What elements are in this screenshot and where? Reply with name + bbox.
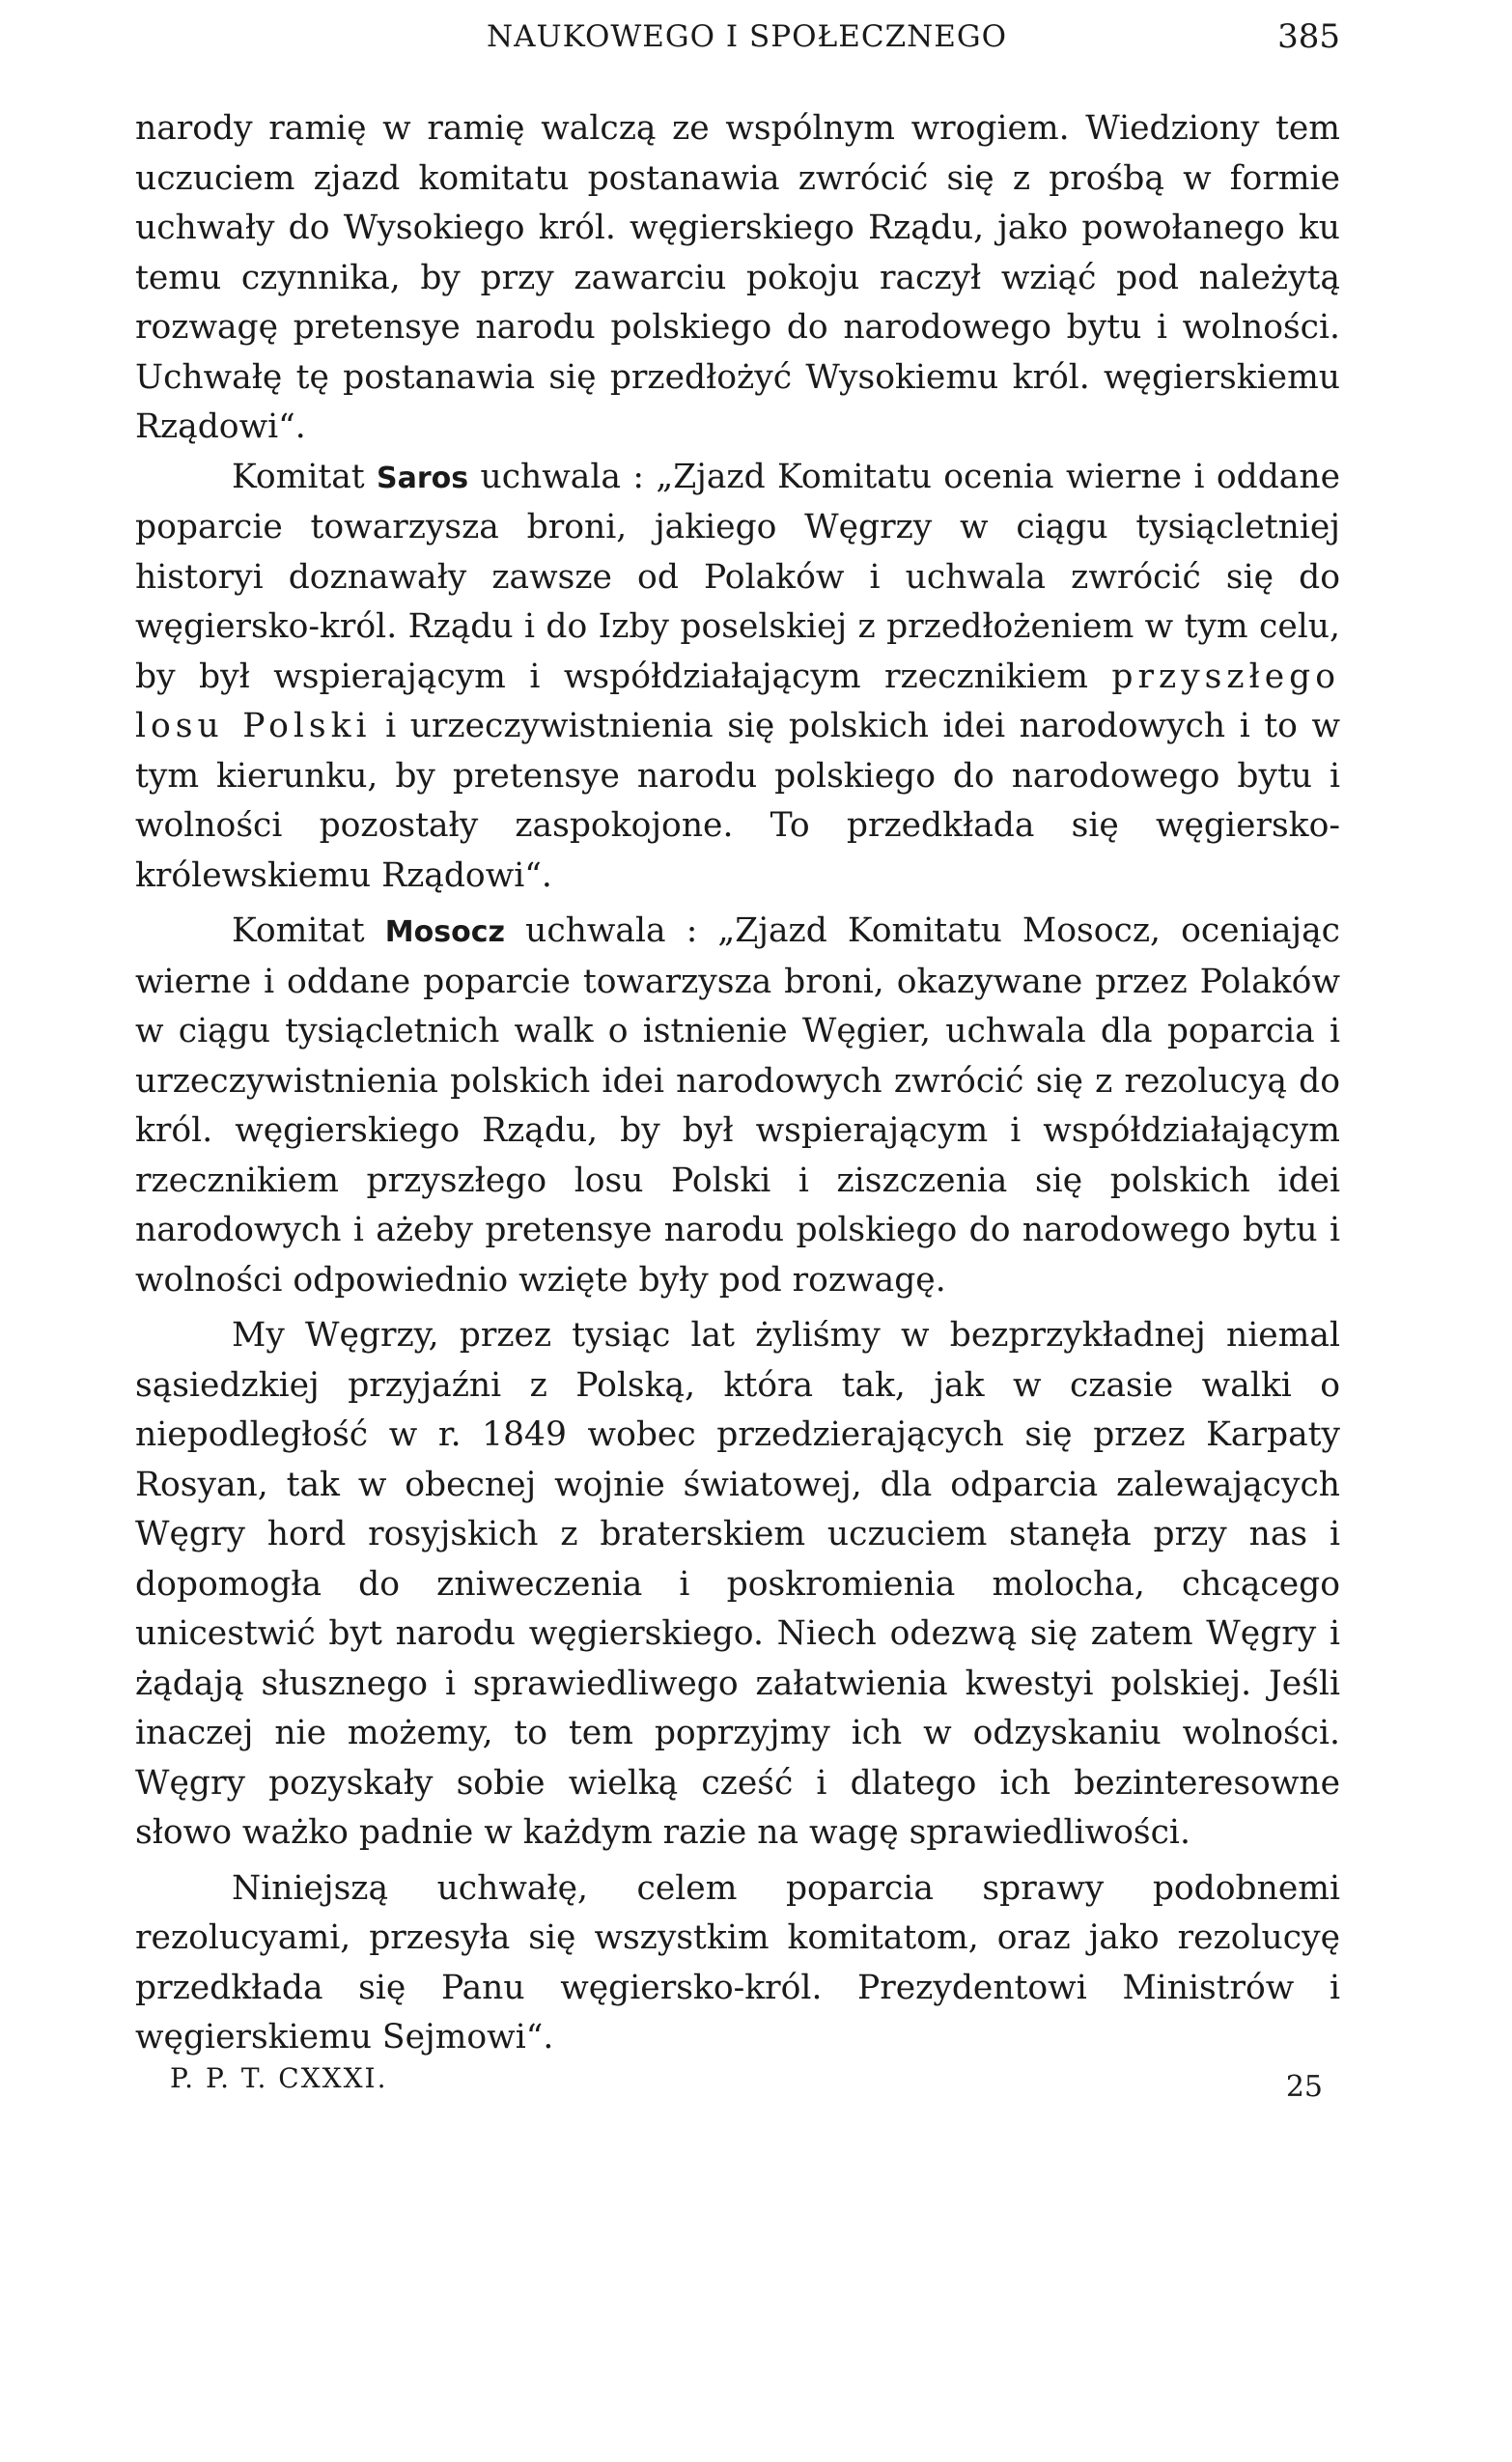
paragraph-text: uchwala : „Zjazd Komitatu Mosocz, oceniając wierne i oddane poparcie towarzysza broni, okazywane przez Polaków w ciągu tysiącletnich walk o istnienie Węgier, uchwala dla poparcia i urzeczywistnienia polskich idei narodowych zwrócić się z rezolucyą do król. węgierskiego Rządu, by był wspierającym i współdziałającym rzecznikiem przyszłego losu Polski i ziszczenia się polskich idei narodowych i ażeby pretensye narodu polskiego do narodowego bytu i wolności odpowiednio wzięte były pod rozwagę. — [135, 911, 1340, 1300]
paragraph-mosocz — [135, 907, 1340, 1305]
paragraph-my-wegrzy: My Węgrzy, przez tysiąc lat żyliśmy w bezprzykładnej niemal sąsiedzkiej przyjaźni z Polską, która tak, jak w czasie walki o niepodległość w r. 1849 wobec przedzierających się przez Karpaty Rosyan, tak w obecnej wojnie światowej, dla odparcia zalewających Węgry hord rosyjskich z braterskiem uczuciem stanęła przy nas i dopomogła do zniweczenia i poskromienia molocha, chcącego unicestwić byt narodu węgierskiego. Niech odezwą się zatem Węgry i żądają słusznego i sprawiedliwego załatwienia kwestyi polskiej. Jeśli inaczej nie możemy, to tem poprzyjmy ich w odzyskaniu wolności. Węgry pozyskały sobie wielką cześć i dlatego ich bezinteresowne słowo ważko padnie w każdym razie na wagę sprawiedliwości. — [135, 1316, 1340, 1852]
paragraph-niniejsza-uchwale: Niniejszą uchwałę, celem poparcia sprawy podobnemi rezolucyami, przesyła się wszystkim komitatom, oraz jako rezolucyę przedkłada się Panu węgiersko-król. Prezydentowi Ministrów i węgierskiemu Sejmowi“. — [135, 1868, 1340, 2056]
page-footer — [135, 2056, 1340, 2114]
printer-signature: P. P. T. CXXXI. — [170, 2062, 388, 2094]
spaced-emphasis: przyszłego losu Polski — [135, 657, 1341, 745]
running-title: NAUKOWEGO I SPOŁECZNEGO — [487, 19, 1008, 54]
paragraph-continuation: narody ramię w ramię walczą ze wspólnym wrogiem. Wiedziony tem uczuciem zjazd komitatu postanawia zwrócić się z prośbą w formie uchwały do Wysokiego król. węgierskiego Rządu, jako powołanego ku temu czynnika, by przy zawarciu pokoju raczył wziąć pod należytą rozwagę pretensye narodu polskiego do narodowego bytu i wolności. Uchwałę tę postanawia się przedłożyć Wysokiemu król. węgierskiemu Rządowi“. — [135, 109, 1340, 446]
page-header — [135, 12, 1340, 66]
page-number: 385 — [1277, 17, 1340, 56]
sheet-number: 25 — [1285, 2070, 1323, 2104]
paragraph-text: uchwala : „Zjazd Komitatu ocenia wierne i oddane poparcie towarzysza broni, jakiego Węgrzy w ciągu tysiącletniej historyi doznawały zawsze od Polaków i uchwala zwrócić się do węgiersko-król. Rządu i do Izby poselskiej z przedłożeniem w tym celu, by był wspierającym i współdziałającym rzecznikiem — [135, 457, 1340, 696]
paragraph-lead: Komitat — [232, 911, 365, 950]
komitat-name-saros: Saros — [377, 461, 469, 495]
paragraph-saros — [135, 453, 1340, 902]
body-text — [135, 104, 1340, 2063]
paragraph-text: i urzeczywistnienia się polskich idei narodowych i to w tym kierunku, by pretensye narodu polskiego do narodowego bytu i wolności pozostały zaspokojone. To przedkłada się węgiersko-królewskiemu Rządowi“. — [135, 707, 1341, 895]
paragraph-lead: Komitat — [232, 457, 365, 496]
komitat-name-mosocz: Mosocz — [384, 915, 505, 949]
